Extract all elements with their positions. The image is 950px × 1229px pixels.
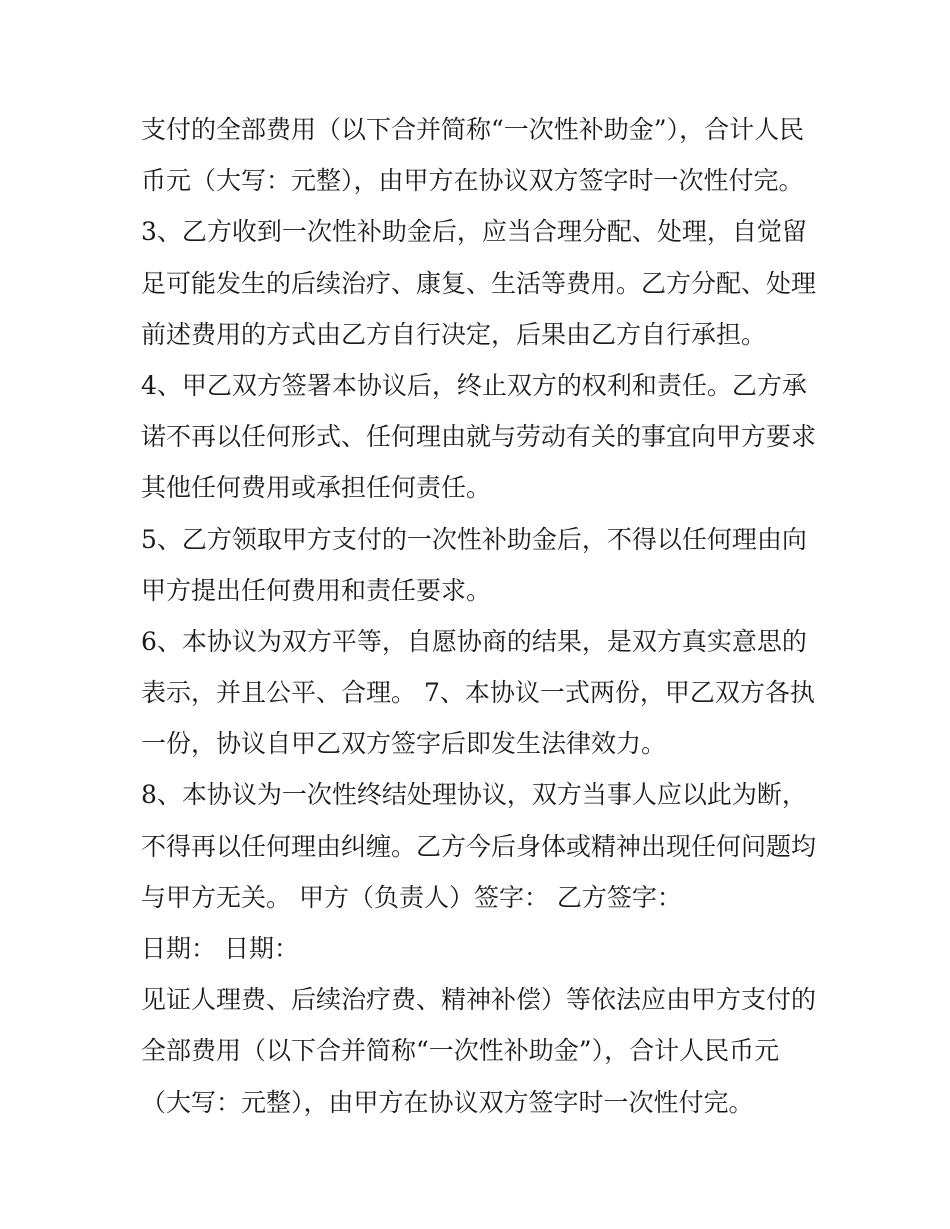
clause-8-line-1: 8、本协议为一次性终结处理协议，双方当事人应以此为断， — [141, 780, 807, 810]
clause-6-7-line-2: 表示，并且公平、合理。 7、本协议一式两份，甲乙双方各执 — [141, 678, 815, 708]
clause-5-line-1: 5、乙方领取甲方支付的一次性补助金后，不得以任何理由向 — [141, 524, 807, 554]
date-line: 日期： 日期： — [141, 934, 299, 963]
text-line-1: 支付的全部费用（以下合并简称“一次性补助金”），合计人民 — [141, 115, 805, 144]
clause-3-line-1: 3、乙方收到一次性补助金后，应当合理分配、处理，自觉留 — [141, 217, 807, 247]
text-line-2: 币元（大写：元整），由甲方在协议双方签字时一次性付完。 — [141, 166, 804, 196]
witness-line-3: （大写：元整），由甲方在协议双方签字时一次性付完。 — [141, 1087, 754, 1117]
clause-4-line-2: 诺不再以任何形式、任何理由就与劳动有关的事宜向甲方要求 — [141, 422, 817, 452]
clause-3-line-3: 前述费用的方式由乙方自行决定，后果由乙方自行承担。 — [141, 319, 767, 349]
agreement-body — [141, 104, 821, 1128]
clause-6-line-1: 6、本协议为双方平等，自愿协商的结果，是双方真实意思的 — [141, 626, 807, 656]
clause-7-line-3: 一份，协议自甲乙双方签字后即发生法律效力。 — [141, 729, 667, 759]
clause-4-line-3: 其他任何费用或承担任何责任。 — [141, 473, 492, 503]
witness-line-2: 全部费用（以下合并简称“一次性补助金”），合计人民币元 — [141, 1036, 780, 1066]
clause-5-line-2: 甲方提出任何费用和责任要求。 — [141, 575, 492, 605]
signature-line: 与甲方无关。 甲方（负责人）签字： 乙方签字： — [141, 882, 682, 912]
clause-8-line-2: 不得再以任何理由纠缠。乙方今后身体或精神出现任何问题均 — [141, 831, 817, 861]
witness-line-1: 见证人理费、后续治疗费、精神补偿）等依法应由甲方支付的 — [141, 985, 817, 1015]
clause-4-line-1: 4、甲乙双方签署本协议后，终止双方的权利和责任。乙方承 — [141, 370, 807, 400]
clause-3-line-2: 足可能发生的后续治疗、康复、生活等费用。乙方分配、处理 — [141, 268, 817, 298]
